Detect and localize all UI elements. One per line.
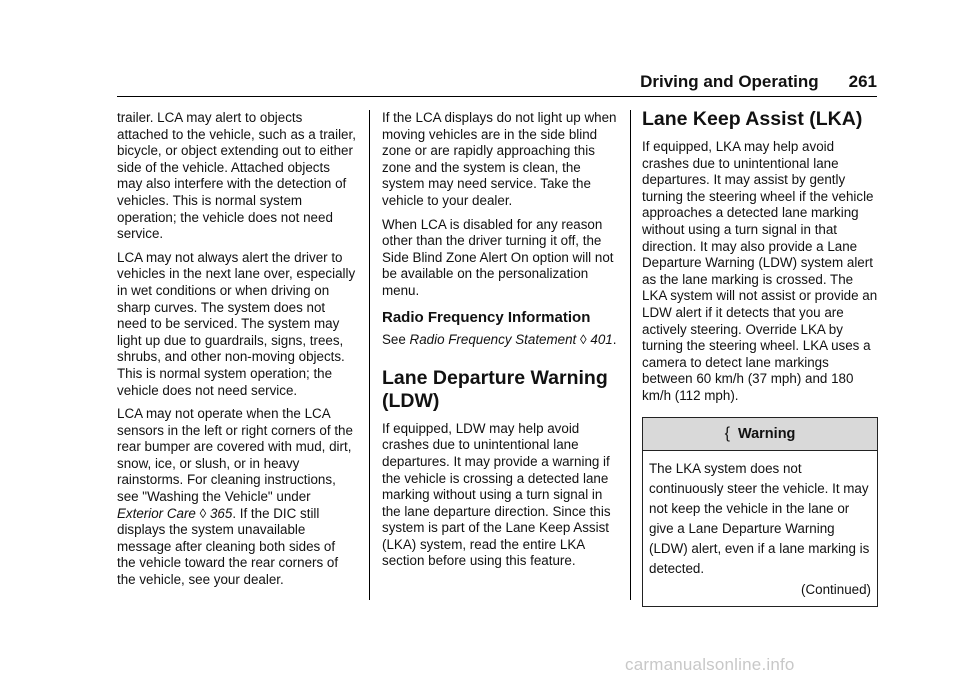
warning-triangle-icon: { [724,424,730,442]
exterior-care-page[interactable]: 365 [209,505,233,521]
radio-frequency-heading: Radio Frequency Information [382,308,591,326]
ldw-heading: Lane Departure Warning (LDW) [382,366,608,412]
warning-body [643,451,877,606]
column-divider-1 [369,110,370,600]
section-title: Driving and Operating [640,72,819,91]
lka-paragraph: If equipped, LKA may help avoid crashes due to unintentional lane departures. It may assist by gently turning the steering wheel if the vehicle approaches a detected lane marking without using a turn signal in that direction. It may also provide a Lane Departure Warning (LDW) system alert as the lane marking is crossed. The LKA system will not assist or provide an LDW alert if it detects that you are actively steering. Override LKA by turning the steering wheel. LKA uses a camera to detect lane markings between 60 km/h (37 mph) and 180 km/h (112 mph). [642,139,878,403]
exterior-care-link[interactable]: Exterior Care [117,505,196,521]
radio-frequency-paragraph: See Radio Frequency Statement ◊ 401. [382,332,617,348]
lca-objects-paragraph: trailer. LCA may alert to objects attached to the vehicle, such as a trailer, bicycle, or object extending out to either side of the vehicle. Attached objects may also interfere with the detection of vehicles. This is normal system operation; the vehicle does not need service. [117,110,356,242]
lka-heading: Lane Keep Assist (LKA) [642,108,863,130]
lca-disabled-paragraph: When LCA is disabled for any reason other than the driver turning it off, the Side Blind Zone Alert On option will not be available on the personalization menu. [382,216,614,298]
column-1 [117,110,357,596]
lca-display-paragraph: If the LCA displays do not light up when moving vehicles are in the side blind zone or are rapidly approaching this zone and the system is clean, the system may need service. Take the vehicle to your dealer. [382,110,617,208]
radio-frequency-page[interactable]: 401 [590,332,613,348]
watermark: carmanualsonline.info [625,655,795,674]
warning-title: Warning [737,425,796,442]
warning-text: The LKA system does not continuously steer the vehicle. It may not keep the vehicle in the lane or give a Lane Departure Warning (LDW) alert, even if a lane marking is detected. [649,461,870,577]
lca-next-lane-paragraph: LCA may not always alert the driver to vehicles in the next lane over, especially in wet conditions or when driving on sharp curves. The system does not need to be serviced. The system may light up due to guardrails, signs, trees, shrubs, and other non-moving objects. This is normal system operation; the vehicle does not need service. [117,249,356,398]
ldw-paragraph: If equipped, LDW may help avoid crashes due to unintentional lane departures. It may provide a warning if the vehicle is crossing a detected lane marking without using a turn signal in the lane departure direction. Since this system is part of the Lane Keep Assist (LKA) system, read the entire LKA section before using this feature. [382,420,611,569]
radio-frequency-link[interactable]: Radio Frequency Statement [409,332,577,348]
column-3 [642,108,878,607]
column-divider-2 [630,110,631,600]
warning-box [642,417,878,608]
page-header [117,72,877,92]
page-ref-icon: ◊ [199,505,207,521]
column-2 [382,110,618,577]
page-ref-icon: ◊ [580,332,587,348]
warning-header [643,418,877,452]
continued-label: (Continued) [801,582,871,598]
lca-sensors-paragraph: LCA may not operate when the LCA sensors in the left or right corners of the rear bumper are covered with mud, dirt, snow, ice, or slush, or in heavy rainstorms. For cleaning instructions, see "Washing the Vehicle" under Exterior Care ◊ 365. If the DIC still displays the system unavailable message after cleaning both sides of the vehicle toward the rear corners of the vehicle, see your dealer. [117,406,353,588]
page-number: 261 [848,72,877,91]
header-rule [117,96,877,97]
